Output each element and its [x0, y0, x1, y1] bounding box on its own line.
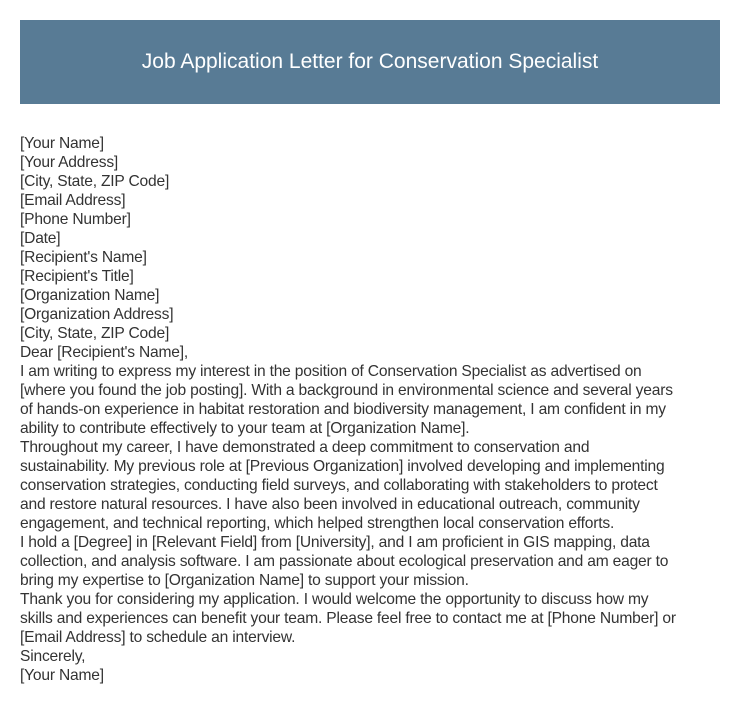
- paragraph-line: [where you found the job posting]. With a background in environmental science and several years: [20, 382, 673, 399]
- paragraph-closing: [20, 590, 720, 647]
- page-title: Job Application Letter for Conservation Specialist: [141, 50, 599, 73]
- paragraph-line: I am writing to express my interest in the position of Conservation Specialist as advertised on: [20, 363, 642, 380]
- signature: [Your Name]: [20, 667, 104, 684]
- salutation: Dear [Recipient's Name],: [20, 344, 189, 361]
- recipient-organization: [Organization Name]: [20, 287, 160, 304]
- recipient-title: [Recipient's Title]: [20, 268, 134, 285]
- paragraph-line: bring my expertise to [Organization Name] to support your mission.: [20, 572, 469, 589]
- paragraph-line: engagement, and technical reporting, which helped strengthen local conservation efforts.: [20, 515, 615, 532]
- sender-phone: [Phone Number]: [20, 211, 131, 228]
- paragraph-line: ability to contribute effectively to your team at [Organization Name].: [20, 420, 470, 437]
- paragraph-line: conservation strategies, conducting field surveys, and collaborating with stakeholders to protect: [20, 477, 658, 494]
- closing: Sincerely,: [20, 648, 86, 665]
- paragraph-line: sustainability. My previous role at [Previous Organization] involved developing and implementing: [20, 458, 665, 475]
- paragraph-intro: [20, 362, 720, 438]
- recipient-city-state-zip: [City, State, ZIP Code]: [20, 325, 170, 342]
- recipient-organization-address: [Organization Address]: [20, 306, 174, 323]
- page-header: [20, 20, 720, 104]
- paragraph-experience: [20, 438, 720, 533]
- letter-body: [20, 134, 720, 685]
- paragraph-line: skills and experiences can benefit your team. Please feel free to contact me at [Phone Number] or: [20, 610, 676, 627]
- paragraph-line: [Email Address] to schedule an interview.: [20, 629, 296, 646]
- letter-date: [Date]: [20, 230, 61, 247]
- sender-city-state-zip: [City, State, ZIP Code]: [20, 173, 170, 190]
- paragraph-line: collection, and analysis software. I am passionate about ecological preservation and am eager to: [20, 553, 669, 570]
- paragraph-line: Thank you for considering my application. I would welcome the opportunity to discuss how my: [20, 591, 649, 608]
- recipient-name: [Recipient's Name]: [20, 249, 147, 266]
- paragraph-line: I hold a [Degree] in [Relevant Field] from [University], and I am proficient in GIS mapping, data: [20, 534, 650, 551]
- paragraph-line: Throughout my career, I have demonstrated a deep commitment to conservation and: [20, 439, 590, 456]
- sender-block: [20, 134, 720, 248]
- recipient-block: [20, 248, 720, 343]
- sender-address: [Your Address]: [20, 154, 119, 171]
- paragraph-education: [20, 533, 720, 590]
- sender-email: [Email Address]: [20, 192, 126, 209]
- paragraph-line: of hands-on experience in habitat restoration and biodiversity management, I am confident in my: [20, 401, 666, 418]
- paragraph-line: and restore natural resources. I have also been involved in educational outreach, community: [20, 496, 640, 513]
- sender-name: [Your Name]: [20, 135, 104, 152]
